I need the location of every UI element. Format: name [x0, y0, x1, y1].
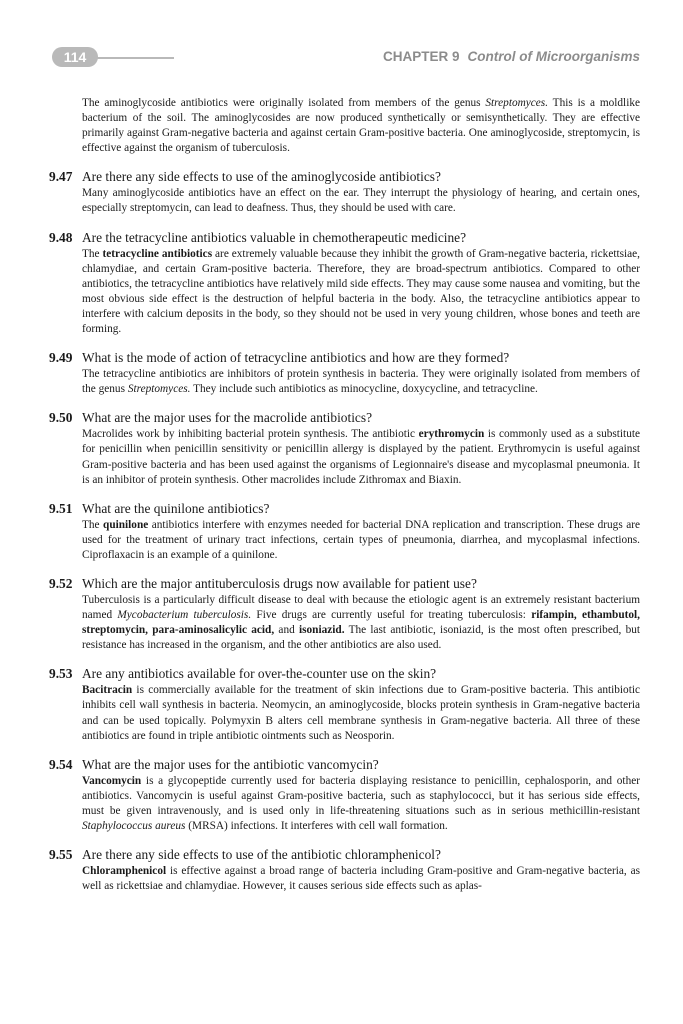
question-text: Are there any side effects to use of the aminoglycoside antibiotics?: [82, 169, 441, 185]
chapter-heading: [383, 49, 640, 64]
question-number: 9.49: [49, 350, 73, 366]
answer-paragraph: [82, 864, 640, 894]
answer-paragraph: [82, 774, 640, 834]
question-heading: [49, 846, 640, 863]
bold-term: quinilone: [103, 518, 149, 531]
answer-paragraph: [82, 427, 640, 487]
text-run: is commonly used as a substitute for penicillin when penicillin sensitivity or penicillin allergy is displayed by the patient. Erythromycin is useful against Gram-positive bacteria and has been used against the organisms of Legionnaire's disease and mycoplasmal pneumonia. It is an inhibitor of protein synthesis. Other macrolides include Zithromax and Biaxin.: [82, 428, 640, 486]
chapter-label: CHAPTER 9: [382, 49, 460, 64]
answer-paragraph: [82, 518, 640, 563]
header-rule: [96, 57, 174, 59]
text-run: The last antibiotic, isoniazid, is the most often prescribed, but resistance has increased in the organism, and the other antibiotics are also used.: [82, 624, 641, 652]
question-number: 9.54: [49, 756, 73, 772]
question-number: 9.53: [49, 666, 73, 682]
chapter-title: Control of Microorganisms: [467, 49, 640, 64]
question-heading: [49, 575, 640, 592]
question-text: What is the mode of action of tetracycline antibiotics and how are they formed?: [82, 350, 510, 366]
text-run: Many aminoglycoside antibiotics have an effect on the ear. They interrupt the physiology of hearing, and certain ones, especially streptomycin, can lead to deafness. Thus, they should be used with care.: [82, 187, 640, 215]
text-run: The: [82, 518, 104, 531]
page-number: 114: [52, 47, 98, 67]
question-text: Are any antibiotics available for over-the-counter use on the skin?: [82, 666, 437, 682]
bold-term: tetracycline antibiotics: [102, 247, 213, 260]
question-number: 9.51: [49, 500, 73, 516]
text-run: Five drugs are currently useful for treating tuberculosis:: [251, 609, 532, 622]
question-heading: [49, 409, 640, 426]
text-run: The tetracycline antibiotics are inhibitors of protein synthesis in bacteria. They were originally isolated from members of the genus: [82, 368, 640, 396]
page-body: [49, 96, 640, 894]
text-run: (MRSA) infections. It interferes with cell wall formation.: [185, 820, 448, 832]
question-text: Are there any side effects to use of the antibiotic chloramphenicol?: [82, 847, 441, 863]
question-number: 9.55: [49, 847, 73, 863]
text-run: and: [274, 624, 299, 637]
text-run: Macrolides work by inhibiting bacterial protein synthesis. The antibiotic: [82, 428, 419, 441]
text-run: The: [82, 247, 103, 260]
italic-term: Staphylococcus aureus: [82, 820, 186, 832]
bold-term: Bacitracin: [82, 684, 133, 697]
intro-paragraph: [82, 96, 640, 156]
question-text: Which are the major antituberculosis drugs now available for patient use?: [82, 575, 477, 591]
bold-term: rifampin, ethambutol, streptomycin, para-aminosalicylic acid,: [82, 609, 640, 637]
question-number: 9.48: [49, 229, 73, 245]
text-run: The aminoglycoside antibiotics were originally isolated from members of the genus: [82, 97, 486, 109]
answer-paragraph: [82, 247, 640, 338]
bold-term: erythromycin: [418, 428, 485, 441]
question-text: What are the quinilone antibiotics?: [82, 500, 270, 516]
question-heading: [49, 756, 640, 773]
bold-term: Vancomycin: [82, 774, 142, 787]
text-run: is commercially available for the treatment of skin infections due to Gram-positive bacteria. This antibiotic inhibits cell wall synthesis in bacteria. Neomycin, an aminoglycoside, blocks protein synthesis in Gram-negative bacteria and can be used topically. Polymyxin B alters cell membrane synthesis in Gram-negative bacteria. All three of these antibiotics are found in triple antibiotic ointments such as Neosporin.: [82, 684, 640, 742]
question-text: What are the major uses for the macrolide antibiotics?: [82, 410, 373, 426]
text-run: antibiotics interfere with enzymes needed for bacterial DNA replication and transcription. These drugs are used for the treatment of urinary tract infections, certain types of pneumonia, diarrhea, and mycoplasmal infections. Ciproflaxacin is an example of a quinilone.: [82, 518, 640, 561]
text-run: is a glycopeptide currently used for bacteria displaying resistance to penicillin, cephalosporin, and other antibiotics. Vancomycin is useful against Gram-positive bacteria, such as staphylococci, but it has serious side effects, must be given intravenously, and is used only in life-threatening situations such as in serious methicillin-resistant: [82, 774, 640, 817]
question-heading: [49, 229, 640, 246]
text-run: Tuberculosis is a particularly difficult disease to deal with because the etiologic agent is an extremely resistant bacterium named: [82, 593, 640, 622]
answer-paragraph: [82, 367, 640, 397]
question-heading: [49, 349, 640, 366]
question-text: What are the major uses for the antibiotic vancomycin?: [82, 756, 379, 772]
text-run: They include such antibiotics as minocycline, doxycycline, and tetracycline.: [190, 383, 538, 396]
text-run: are extremely valuable because they inhibit the growth of Gram-negative bacteria, rickettsiae, chlamydiae, and certain Gram-positive bacteria. Therefore, they are broad-spectrum antibiotics. Compared to other antibiotics, the tetracycline antibiotics have relatively mild side effects. They may cause some nausea and vomiting, but the most obvious side effect is the destruction of helpful bacteria in the body. Also, the tetracycline antibiotics appear to interfere with calcium deposits in the body, so they should not be used in very young children, whose bones and teeth are forming.: [82, 247, 640, 336]
question-heading: [49, 500, 640, 517]
running-header: [0, 0, 683, 90]
italic-term: Streptomyces.: [485, 97, 549, 109]
answer-paragraph: [82, 593, 640, 653]
answer-paragraph: [82, 683, 640, 743]
question-heading: [49, 665, 640, 682]
question-number: 9.47: [49, 169, 73, 185]
answer-paragraph: [82, 186, 640, 216]
italic-term: Streptomyces.: [127, 383, 191, 396]
question-number: 9.50: [49, 410, 73, 426]
question-number: 9.52: [49, 575, 73, 591]
bold-term: isoniazid.: [299, 624, 345, 637]
text-run: This is a moldlike bacterium of the soil. The aminoglycosides are now produced synthetically or semisynthetically. They are effective primarily against Gram-negative bacteria and against certain Gram-positive bacteria. One aminoglycoside, streptomycin, is effective against the organism of tuberculosis.: [82, 97, 640, 155]
question-text: Are the tetracycline antibiotics valuable in chemotherapeutic medicine?: [82, 229, 467, 245]
question-heading: [49, 168, 640, 185]
italic-term: Mycobacterium tuberculosis.: [117, 609, 252, 622]
bold-term: Chloramphenicol: [82, 865, 167, 878]
text-run: is effective against a broad range of bacteria including Gram-positive and Gram-negative bacteria, as well as rickettsiae and chlamydiae. However, it causes serious side effects such as aplas-: [82, 865, 640, 893]
